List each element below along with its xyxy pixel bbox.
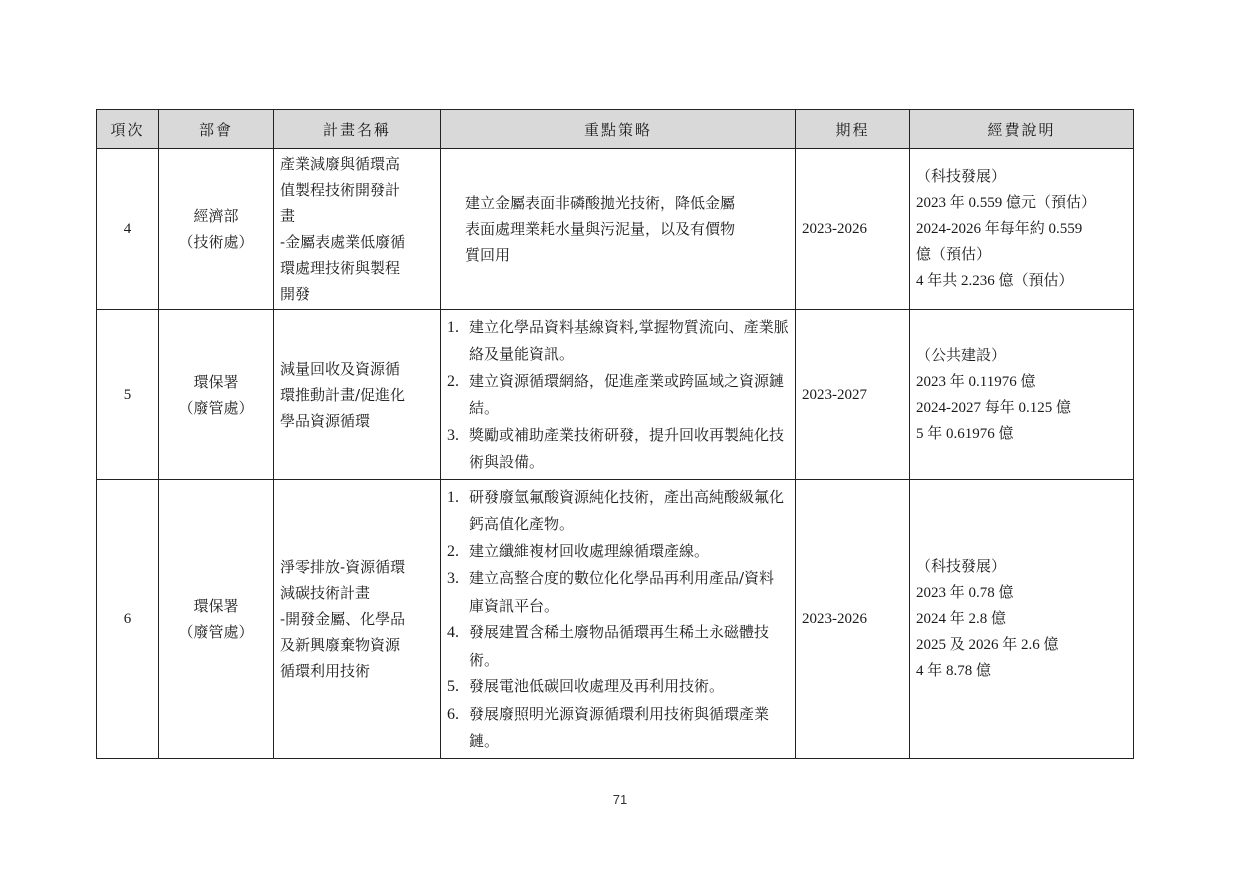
list-number: 3. (447, 426, 459, 444)
funding-line: （科技發展） (916, 559, 1007, 575)
header-item-no: 項次 (97, 110, 159, 149)
period-cell: 2023-2026 (796, 149, 910, 310)
plan-line: 減碳技術計畫 (280, 584, 371, 602)
funding-line: 4 年 8.78 億 (916, 663, 992, 679)
funding-cell (910, 310, 1134, 480)
list-text: 研發廢氫氟酸資源純化技術，產出高純酸級氟化鈣高值化產物。 (469, 487, 785, 533)
page-number: 71 (612, 792, 628, 807)
list-number: 2. (447, 542, 459, 560)
list-text: 發展電池低碳回收處理及再利用技術。 (469, 677, 725, 695)
list-number: 6. (447, 705, 459, 723)
strategy-line: 質回用 (465, 246, 511, 264)
funding-line: 億（預估） (916, 247, 992, 263)
list-number: 5. (447, 678, 459, 695)
list-number: 2. (447, 372, 459, 390)
agency-cell (159, 480, 274, 759)
plan-line: 減量回收及資源循 (280, 359, 401, 378)
funding-line: 5 年 0.61976 億 (916, 425, 1014, 442)
funding-line: （公共建設） (916, 347, 1007, 364)
list-text: 發展建置含稀土廢物品循環再生稀土永磁體技術。 (469, 623, 770, 669)
strategy-list (447, 314, 789, 476)
agency-line: 環保署 (193, 597, 239, 615)
list-item (447, 701, 789, 755)
list-item (447, 619, 789, 673)
period-cell: 2023-2027 (796, 310, 910, 480)
funding-line: 2025 及 2026 年 2.6 億 (916, 637, 1059, 653)
agency-line: （廢管處） (178, 623, 254, 641)
plan-line: -開發金屬、化學品 (280, 610, 406, 628)
list-item (447, 314, 789, 368)
plan-line: 淨零排放-資源循環 (280, 558, 406, 576)
plan-line: -金屬表處業低廢循 (280, 233, 406, 251)
strategy-cell (441, 480, 796, 759)
agency-line: 環保署 (193, 372, 239, 391)
agency-line: 經濟部 (193, 207, 239, 225)
strategy-list (447, 484, 789, 755)
table-header-row (97, 110, 1134, 149)
list-text: 建立化學品資料基線資料,掌握物質流向、產業脈絡及量能資訊。 (469, 317, 789, 363)
item-number: 4 (97, 149, 159, 310)
list-number: 4. (447, 624, 459, 641)
funding-line: （科技發展） (916, 169, 1007, 185)
plan-line: 學品資源循環 (280, 411, 371, 430)
funding-line: 2024 年 2.8 億 (916, 611, 1007, 627)
header-agency: 部會 (159, 110, 274, 149)
list-text: 建立高整合度的數位化化學品再利用產品/資料庫資訊平台。 (469, 569, 775, 615)
period-cell: 2023-2026 (796, 480, 910, 759)
plan-line: 循環利用技術 (280, 662, 371, 680)
funding-cell (910, 480, 1134, 759)
list-number: 1. (447, 488, 459, 506)
list-text: 發展廢照明光源資源循環利用技術與循環產業鏈。 (469, 704, 770, 750)
agency-cell (159, 149, 274, 310)
plan-line: 環推動計畫/促進化 (280, 385, 406, 404)
plan-line: 及新興廢棄物資源 (280, 636, 401, 654)
header-funding: 經費說明 (910, 110, 1134, 149)
strategy-line: 表面處理業耗水量與污泥量，以及有價物 (465, 220, 736, 238)
plan-name-cell (274, 480, 441, 759)
plan-line: 環處理技術與製程 (280, 259, 401, 277)
item-number: 6 (97, 480, 159, 759)
list-number: 1. (447, 318, 459, 336)
list-item (447, 368, 789, 422)
table-row (97, 310, 1134, 480)
list-item (447, 422, 789, 476)
funding-line: 2024-2027 每年 0.125 億 (916, 399, 1071, 416)
agency-line: （技術處） (178, 233, 254, 251)
strategy-line: 建立金屬表面非磷酸拋光技術，降低金屬 (465, 194, 736, 212)
plan-table (96, 109, 1134, 759)
funding-line: 2023 年 0.559 億元（預估） (916, 195, 1097, 211)
funding-line: 2024-2026 年每年約 0.559 (916, 221, 1083, 237)
plan-name-cell (274, 149, 441, 310)
funding-line: 2023 年 0.11976 億 (916, 373, 1036, 390)
strategy-cell (441, 310, 796, 480)
agency-line: （廢管處） (178, 398, 254, 417)
plan-name-cell (274, 310, 441, 480)
table-row (97, 149, 1134, 310)
item-number: 5 (97, 310, 159, 480)
table-row (97, 480, 1134, 759)
list-text: 建立纖維複材回收處理線循環產線。 (469, 541, 710, 560)
funding-line: 4 年共 2.236 億（預估） (916, 273, 1074, 289)
header-plan-name: 計畫名稱 (274, 110, 441, 149)
plan-line: 開發 (280, 285, 311, 303)
list-item (447, 673, 789, 701)
plan-line: 值製程技術開發計 (280, 181, 401, 199)
agency-cell (159, 310, 274, 480)
funding-line: 2023 年 0.78 億 (916, 585, 1014, 601)
header-key-strategy: 重點策略 (441, 110, 796, 149)
list-number: 3. (447, 570, 459, 587)
header-period: 期程 (796, 110, 910, 149)
strategy-cell (441, 149, 796, 310)
plan-line: 產業減廢與循環高 (280, 155, 401, 173)
list-text: 建立資源循環網絡，促進產業或跨區域之資源鏈結。 (469, 371, 785, 417)
funding-cell (910, 149, 1134, 310)
list-item (447, 484, 789, 538)
list-text: 獎勵或補助產業技術研發，提升回收再製純化技術與設備。 (469, 425, 785, 471)
list-item (447, 565, 789, 619)
plan-line: 畫 (280, 207, 296, 225)
list-item (447, 538, 789, 566)
